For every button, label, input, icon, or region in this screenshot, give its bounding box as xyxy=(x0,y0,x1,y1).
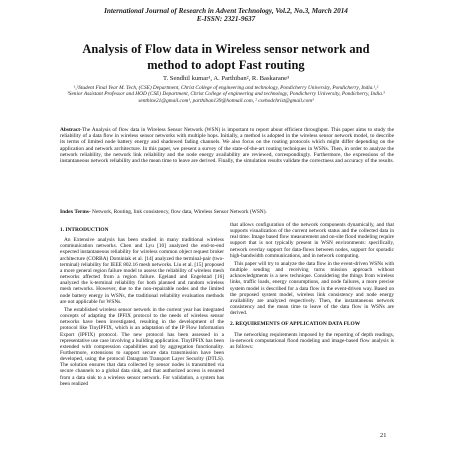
journal-title-line: International Journal of Research in Advent Technology, Vol.2, No.3, March 2014 xyxy=(104,7,348,15)
abstract xyxy=(60,127,394,164)
issn-line: E-ISSN: 2321-9637 xyxy=(196,15,256,23)
author-list: T. Sendhil kumar¹, A. Parthiban², R. Baskarane³ xyxy=(162,75,290,82)
page-number: 21 xyxy=(380,432,387,439)
index-terms-label: Index Terms- xyxy=(60,209,91,215)
right-column xyxy=(230,222,394,352)
paragraph: that allows configuration of the network components dynamically, and that supports visualization of the current network status and the collected data in real time. Image based flow measurement and on-site flood modeling require support that is not typically present in WSN environments: specifically, network overlay support for data-flows between nodes, support for sporadic high-bandwidth communications, and in network computing. xyxy=(230,222,394,259)
title-line-2: method to adopt Fast routing xyxy=(147,58,305,72)
journal-header xyxy=(0,7,452,23)
affiliations xyxy=(36,85,416,104)
section-heading-requirements: 2. REQUIREMENTS OF APPLICATION DATA FLOW xyxy=(230,321,361,328)
affiliation-2: ³Senior Assistant Professor and HOD (CSE) Department, Christ College of engineering and technology, Pondicherry University, Pondicherry, India.³ xyxy=(67,91,385,98)
left-column xyxy=(60,222,224,389)
index-terms xyxy=(60,209,394,215)
paragraph: The established wireless sensor network in the current year has integrated concepts of adapting the IPFIX protocol to the needs of wireless sensor networks have been investigated, resulting in the development of the protocol like TinyIPFIX, which is an adaptation of the IP Flow Information Export (IPFIX) protocol. The new protocol has been assessed in a representative use case involving a building application. TinyIPFIX has been extended with compression capabilities and by aggregation functionality. Furthermore, extensions to support secure data transmission have been developed, using the protocol Datagram Transport Layer Security (DTLS). The solution ensures that data collected by sensor nodes is transmitted via secure channels to a global data sink, and that authorized access is ensured from a data sink to a wireless sensor network. For validation, a system has been realized xyxy=(60,306,224,387)
index-terms-text: Network, Routing, link consistency, flow data, Wireless Sensor Network (WSN). xyxy=(90,209,267,215)
section-heading-introduction: 1. INTRODUCTION xyxy=(60,227,109,233)
author-emails: senthine21@gmail.com¹, parthiban139@hotmail.com, ² csehodchrist@gmail.com³ xyxy=(138,97,314,104)
paragraph: This paper will try to analyze the data flow in the event-driven WSNs with multiple sending and receiving turns mission approach without acknowledgments is a new technique. Considering the things from wireless links, traffic loads, energy consumptions, and node failures, a more precise system model is described for a data flow in the event-driven way. Based on the proposed system model, wireless link consistency and node energy availability are analyzed respectively. Then, the instantaneous network consistency and the mean time to leave of the data flow in WSNs are derived. xyxy=(230,260,394,317)
paper-title xyxy=(40,41,412,73)
title-line-1: Analysis of Flow data in Wireless sensor network and xyxy=(82,42,370,56)
paragraph: The networking requirements imposed by the reporting of depth readings, in-network computational flood modeling and image-based flow analysis is as follows: xyxy=(230,331,394,350)
abstract-text: The Analysis of flow data in Wireless Sensor Network (WSN) is important to report about efficient throughput. This paper aims to study the reliability of a data flow in wireless sensor networks with multiple hops. Initially, a method is adopted in the wireless sensor network model, to describe its terms of limited node battery energy and shadowed fading channels. We also focus on the routing protocols which might differ depending on the application and network architecture. In this paper, we present a survey of the state-of-the-art routing techniques in WSNs. Then, in order to analyze the network reliability, the network link reliability and the node energy availability are reviewed, correspondingly. Furthermore, the expressions of the instantaneous network reliability and the mean time to leave are derived. Finally, the simulation results validate the correctness and accuracy of the results. xyxy=(60,127,394,165)
abstract-label: Abstract- xyxy=(60,127,82,133)
paragraph: An Extensive analysis has been studied in many traditional wireless communication networks. Chen and Lyu [10] analyzed the end-to-end expected instantaneous reliability for wireless common object request broker architecture (CORBA) Dominiak et al. [14] analyzed the terminal-pair (two-terminal) reliability for IEEE 802.16 mesh networks. Liu et al. [15] proposed a more general region failure model to assess the reliability of wireless mesh networks affected from a region failure. Egeland and Engelstad [16] analyzed the k-terminal reliability for both planned and random wireless mesh networks. However, due to the non-repairable nodes and the limited node battery energy in WSNs, the traditional reliability evaluation methods are not applicable for WSNs. xyxy=(60,237,224,305)
affiliation-1: ¹,²Student Final Year M. Tech, (CSE) Department, Christ College of engineering and technology, Pondicherry University, Pondicherry, India.¹,² xyxy=(73,85,379,91)
